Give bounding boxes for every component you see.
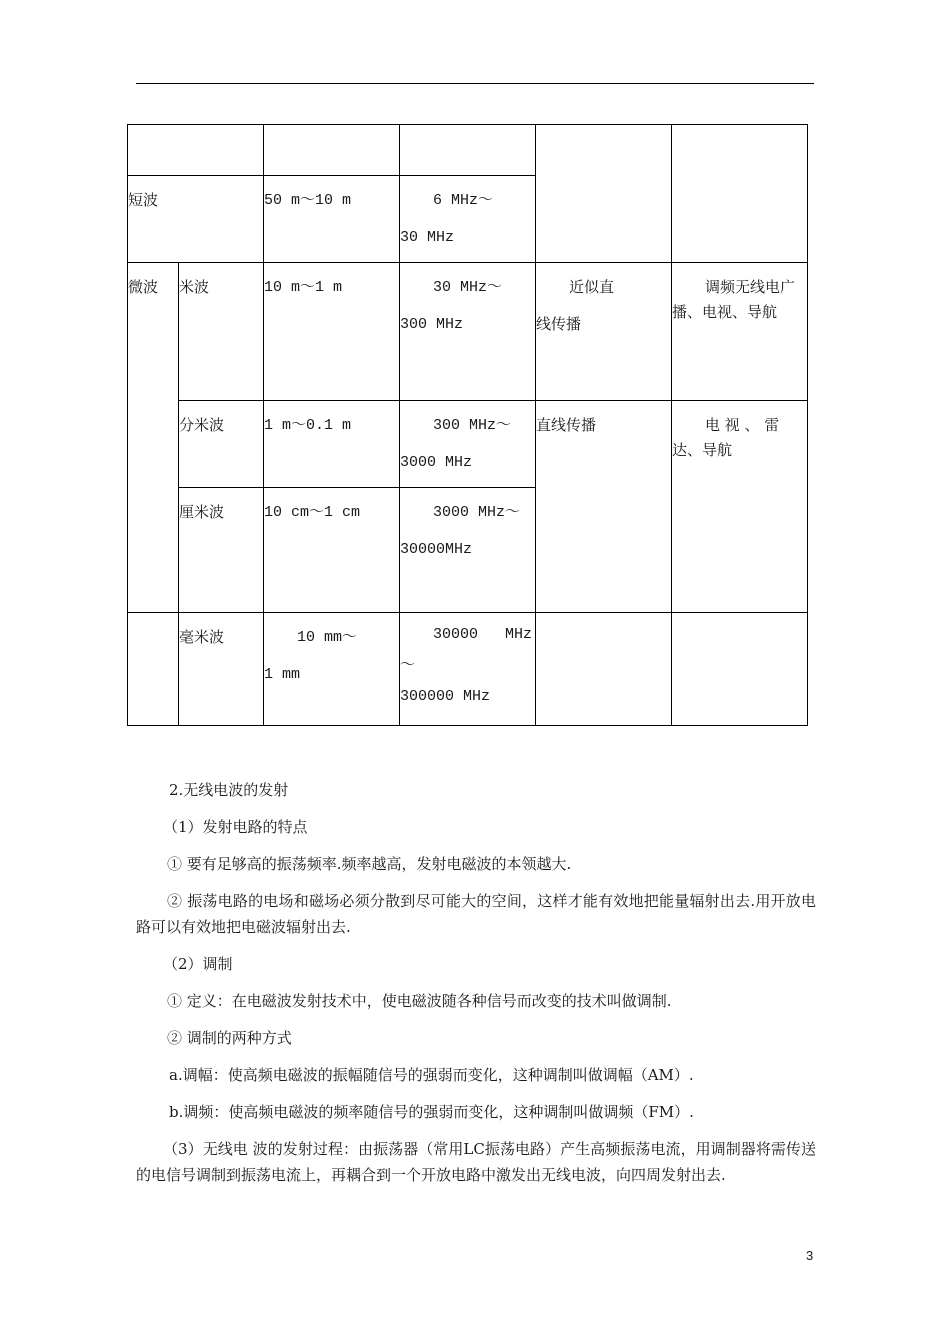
frequency-line: 300000 MHz bbox=[400, 688, 491, 705]
table-cell bbox=[128, 613, 179, 726]
use-text: 电 视 、 雷达、导航 bbox=[672, 416, 780, 459]
wavelength-short: 50 m～10 m bbox=[264, 176, 400, 263]
table-row bbox=[128, 125, 808, 176]
frequency-millimeter bbox=[400, 613, 536, 726]
band-name-short: 短波 bbox=[128, 176, 264, 263]
frequency-line: 3000 MHz bbox=[400, 454, 473, 471]
frequency-line: 30000MHz bbox=[400, 541, 473, 558]
paragraph-item-2: ② 振荡电路的电场和磁场必须分散到尽可能大的空间，这样才能有效地把能量辐射出去.用开放电路可以有效地把电磁波辐射出去. bbox=[136, 892, 816, 936]
frequency-centimeter bbox=[400, 488, 536, 613]
wavelength-line: 10 mm～ bbox=[297, 629, 358, 646]
frequency-line: ～ bbox=[400, 657, 416, 674]
band-name-decimeter: 分米波 bbox=[179, 401, 264, 488]
frequency-line: 300 MHz bbox=[400, 316, 464, 333]
frequency-line: 30 MHz bbox=[400, 229, 455, 246]
table-cell bbox=[536, 613, 672, 726]
frequency-line: 300 MHz～ bbox=[433, 417, 512, 434]
subheading-2: （2）调制 bbox=[163, 955, 233, 973]
frequency-line: 6 MHz～ bbox=[433, 192, 494, 209]
use-text: 调频无线电广播、电视、导航 bbox=[672, 278, 796, 321]
band-name-millimeter: 毫米波 bbox=[179, 613, 264, 726]
propagation-line: 线传播 bbox=[536, 315, 582, 333]
table-row bbox=[128, 613, 808, 726]
wavelength-decimeter: 1 m～0.1 m bbox=[264, 401, 400, 488]
table-cell bbox=[536, 125, 672, 263]
table-row bbox=[128, 401, 808, 488]
paragraph-definition: ① 定义：在电磁波发射技术中，使电磁波随各种信号而改变的技术叫做调制. bbox=[167, 992, 672, 1010]
wavelength-line: 1 mm bbox=[264, 666, 301, 683]
subheading-1: （1）发射电路的特点 bbox=[163, 818, 308, 836]
paragraph-types: ② 调制的两种方式 bbox=[167, 1029, 292, 1047]
paragraph-item-1: ① 要有足够高的振荡频率.频率越高，发射电磁波的本领越大. bbox=[167, 855, 572, 873]
frequency-meter bbox=[400, 263, 536, 401]
table-cell bbox=[672, 613, 808, 726]
band-name-meter: 米波 bbox=[179, 263, 264, 401]
frequency-line: 30 MHz～ bbox=[433, 279, 503, 296]
frequency-line: 3000 MHz～ bbox=[433, 504, 521, 521]
use-decimeter bbox=[672, 401, 808, 613]
band-name-centimeter: 厘米波 bbox=[179, 488, 264, 613]
table-row bbox=[128, 263, 808, 401]
paragraph-am: a.调幅：使高频电磁波的振幅随信号的强弱而变化，这种调制叫做调幅（AM）. bbox=[169, 1066, 694, 1084]
propagation-decimeter: 直线传播 bbox=[536, 401, 672, 613]
radio-wave-table bbox=[127, 124, 808, 726]
table-cell bbox=[128, 125, 264, 176]
paragraph-fm: b.调频：使高频电磁波的频率随信号的强弱而变化，这种调制叫做调频（FM）. bbox=[169, 1103, 694, 1121]
page-number: 3 bbox=[806, 1248, 814, 1263]
frequency-short bbox=[400, 176, 536, 263]
frequency-line: 30000 MHz bbox=[433, 626, 533, 643]
propagation-line: 近似直 bbox=[569, 278, 615, 296]
header-rule bbox=[136, 83, 814, 84]
frequency-decimeter bbox=[400, 401, 536, 488]
propagation-meter bbox=[536, 263, 672, 401]
wavelength-centimeter: 10 cm～1 cm bbox=[264, 488, 400, 613]
wavelength-millimeter bbox=[264, 613, 400, 726]
table-cell bbox=[400, 125, 536, 176]
table-cell bbox=[264, 125, 400, 176]
section-heading: 2.无线电波的发射 bbox=[169, 781, 289, 799]
use-meter bbox=[672, 263, 808, 401]
table-cell bbox=[672, 125, 808, 263]
paragraph-process: （3）无线电 波的发射过程：由振荡器（常用LC振荡电路）产生高频振荡电流，用调制器将需传送的电信号调制到振荡电流上，再耦合到一个开放电路中激发出无线电波，向四周发射出去. bbox=[136, 1140, 816, 1184]
microwave-label: 微波 bbox=[128, 263, 179, 613]
wavelength-meter: 10 m～1 m bbox=[264, 263, 400, 401]
